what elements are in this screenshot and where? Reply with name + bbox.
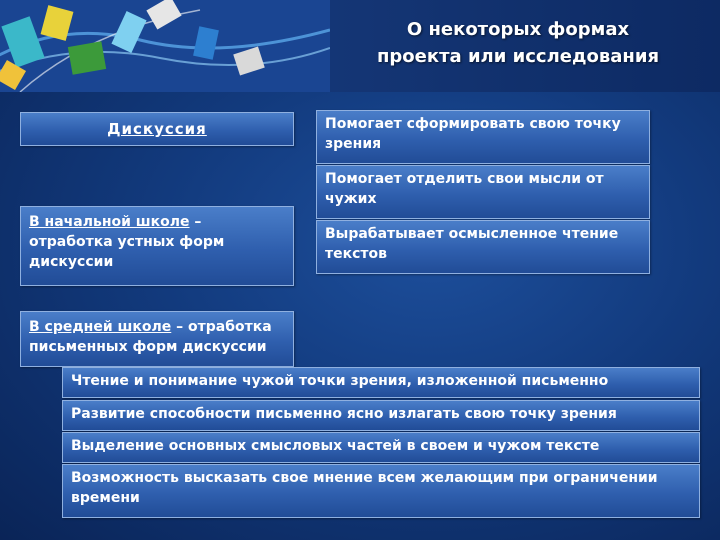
discussion-label: Дискуссия (107, 120, 207, 138)
slide-title-line2: проекта или исследования (376, 46, 660, 67)
primary-school-label: В начальной школе (29, 214, 190, 230)
middle-school-text: – отработка письменных форм дискуссии (29, 319, 272, 355)
slide-title (338, 16, 698, 70)
skill-item: Возможность высказать свое мнение всем желающим при ограничении времени (62, 464, 700, 518)
benefit-item: Вырабатывает осмысленное чтение текстов (316, 220, 650, 274)
primary-school-box (20, 206, 294, 286)
primary-school-text: – отработка устных форм дискуссии (29, 214, 225, 270)
benefit-item: Помогает сформировать свою точку зрения (316, 110, 650, 164)
skill-item: Выделение основных смысловых частей в своем и чужом тексте (62, 432, 700, 463)
discussion-box (20, 112, 294, 146)
decorative-header-graphic (0, 0, 330, 92)
middle-school-label: В средней школе (29, 319, 172, 335)
middle-school-box (20, 311, 294, 367)
slide-header (0, 0, 720, 92)
benefit-item: Помогает отделить свои мысли от чужих (316, 165, 650, 219)
slide-title-line1: О некоторых формах (406, 19, 630, 40)
skill-item: Чтение и понимание чужой точки зрения, изложенной письменно (62, 367, 700, 398)
skill-item: Развитие способности письменно ясно излагать свою точку зрения (62, 400, 700, 431)
